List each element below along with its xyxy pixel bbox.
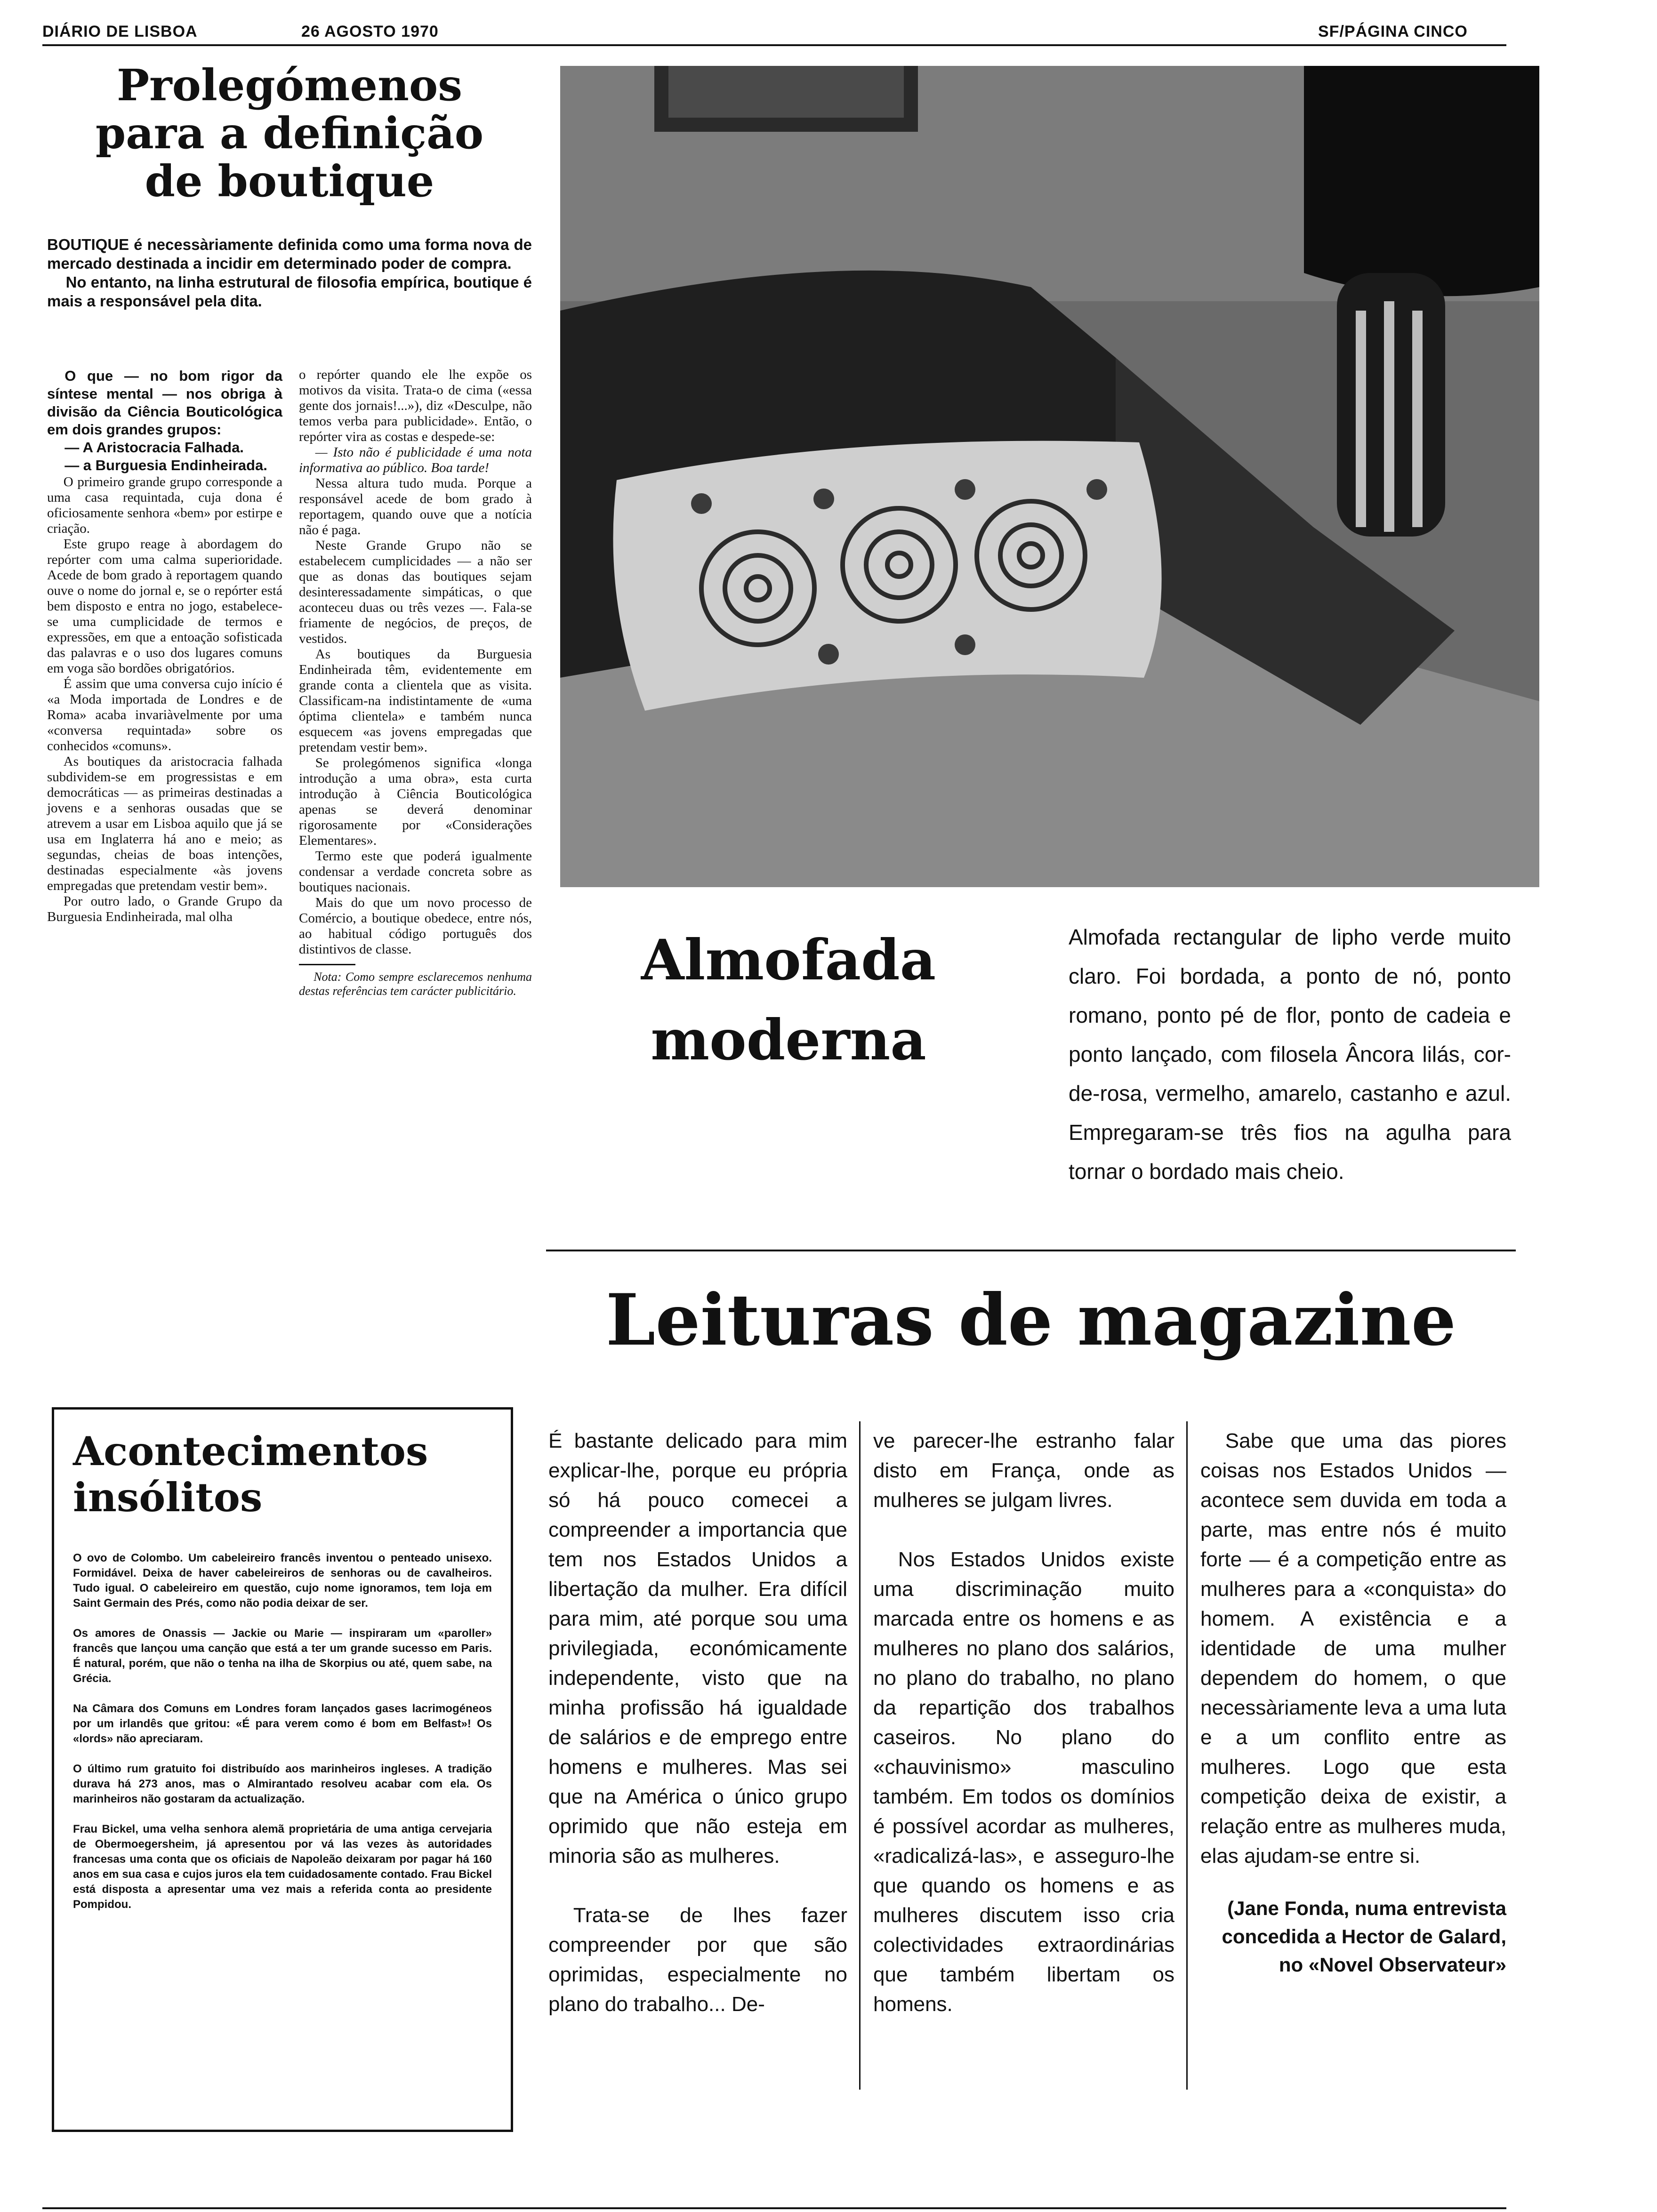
body-paragraph: O que — no bom rigor da síntese mental — nos obriga à divisão da Ciência Bouticológica em dois grandes grupos:	[47, 368, 282, 438]
news-item: Frau Bickel, uma velha senhora alemã proprietária de uma antiga cervejaria de Obermoegersheim, já apresentou por vá las vezes às autoridades francesas uma conta que os oficiais de Napoleão deixaram por pagar há 160 anos em sua casa e cujos juros ela tem cuidadosamente contado. Frau Bickel está disposta a apresentar uma vez mais a referida conta ao presidente Pompidou.	[73, 1823, 492, 1911]
interview-credit: (Jane Fonda, numa entrevista concedida a Hector de Galard, no «Novel Observateur»	[1222, 1897, 1506, 1976]
masthead-paper: DIÁRIO DE LISBOA	[42, 23, 198, 40]
body-paragraph: Por outro lado, o Grande Grupo da Burguesia Endinheirada, mal olha	[47, 894, 282, 924]
body-paragraph: Sabe que uma das piores coisas nos Estados Unidos — acontece sem duvida em toda a parte, mas entre nós é muito forte — é a competição entre as mulheres para a «conquista» do homem. A existência e a identidade de uma mulher dependem do homem, o que necessàriamente leva a uma luta e a um conflito entre as mulheres. Logo que esta competição deixa de existir, a relação entre as mulheres muda, elas ajudam-se entre si.	[1200, 1429, 1506, 1867]
masthead-page: SF/PÁGINA CINCO	[1318, 23, 1468, 40]
body-paragraph: Se prolegómenos significa «longa introdução a uma obra», esta curta introdução à Ciência Bouticológica apenas se deverá denominar rigorosamente por «Considerações Elementares».	[299, 755, 532, 848]
body-paragraph: — A Aristocracia Falhada.	[64, 439, 244, 456]
body-paragraph: É bastante delicado para mim explicar-lhe, porque eu própria só há pouco comecei a compreender a importancia que tem nos Estados Unidos a libertação da mulher. Era difícil para mim, até porque sou uma privilegiada, económicamente independente, visto que na minha profissão há igualdade de salários e de emprego entre homens e mulheres. Mas sei que na América o único grupo oprimido que não esteja em minoria são as mulheres.	[548, 1429, 847, 1867]
news-item: O último rum gratuito foi distribuído aos marinheiros ingleses. A tradição durava há 273 anos, mas o Almirantado resolveu acabar com ela. Os marinheiros não gostaram da actualização.	[73, 1763, 492, 1805]
body-paragraph: Mais do que um novo processo de Comércio, a boutique obedece, entre nós, ao habitual código português dos distintivos de classe.	[299, 895, 532, 957]
body-paragraph: ve parecer-lhe estranho falar disto em França, onde as mulheres se julgam livres.	[873, 1429, 1174, 1512]
body-paragraph: Nessa altura tudo muda. Porque a responsável acede de bom grado à reportagem, quando ouve que a notícia não é paga.	[299, 476, 532, 537]
body-paragraph: Este grupo reage à abordagem do repórter com uma calma superioridade. Acede de bom grado à reportagem quando ouve o nome do jornal e, se o repórter está bem disposto e entra no jogo, estabelece-se uma cumplicidade de termos e expressões, em que a entoação sofisticada das palavras e o uso dos lugares comuns em voga são bordões obrigatórios.	[47, 537, 282, 676]
almofada-description	[1069, 918, 1511, 1191]
title-line: Almofada	[641, 927, 936, 993]
body-paragraph: Trata-se de lhes fazer compreender por que são oprimidas, especialmente no plano do trabalho... De-	[548, 1904, 847, 2016]
acontecimentos-box	[52, 1407, 513, 2132]
title-line: Acontecimentos	[73, 1428, 428, 1475]
body-paragraph: Neste Grande Grupo não se estabelecem cumplicidades — a não ser que as donas das boutiques sejam desinteressadamente simpáticas, o que aconteceu duas ou três vezes —. Fala-se friamente de negócios, de preços, de vestidos.	[299, 538, 532, 646]
cushion-photo	[560, 66, 1539, 887]
almofada-title	[579, 920, 998, 1080]
body-paragraph: As boutiques da aristocracia falhada subdividem-se em progressistas e em democráticas — as primeiras destinadas a jovens e a senhoras ousadas que se atrevem a usar em Lisboa aquilo que já se usa em Inglaterra há ano e meio; as segundas, cheias de boas intenções, destinadas especialmente «às jovens empregadas que pretendam vestir bem».	[47, 754, 282, 893]
body-paragraph: — a Burguesia Endinheirada.	[64, 457, 267, 473]
body-paragraph: O primeiro grande grupo corresponde a uma casa requintada, cuja dona é oficiosamente senhora «bem» por estirpe e criação.	[47, 474, 282, 536]
lead-paragraph: BOUTIQUE é necessàriamente definida como uma forma nova de mercado destinada a incidir em determinado poder de compra.	[47, 236, 532, 272]
body-paragraph: — Isto não é publicidade é uma nota informativa ao público. Boa tarde!	[299, 445, 532, 475]
body-paragraph: Almofada rectangular de lipho verde muito claro. Foi bordada, a ponto de nó, ponto romano, ponto pé de flor, ponto de cadeia e ponto lançado, com filosela Âncora lilás, cor-de-rosa, vermelho, amarelo, castanho e azul. Empregaram-se três fios na agulha para tornar o bordado mais cheio.	[1069, 925, 1511, 1184]
leituras-title: Leituras de magazine	[605, 1279, 1456, 1362]
body-paragraph: Nos Estados Unidos existe uma discriminação muito marcada entre os homens e as mulheres no plano dos salários, no plano do trabalho, no plano da repartição dos trabalhos caseiros. No plano do «chauvinismo» masculino também. Em todos os domínios é possível acordar as mulheres, «radicalizá-las», e asseguro-lhe que quando os homens e as mulheres discutem isso cria colectividades extraordinárias que também libertam os homens.	[873, 1548, 1174, 2016]
article-column-1	[47, 367, 282, 925]
news-item: Na Câmara dos Comuns em Londres foram lançados gases lacrimogéneos por um irlandês que gritou: «É para verem como é bom em Belfast»! Os «lords» não apreciaram.	[73, 1702, 492, 1745]
body-paragraph: As boutiques da Burguesia Endinheirada têm, evidentemente em grande conta a clientela que as visita. Classificam-na indistintamente de «uma óptima clientela» e também nunca esquecem «as jovens empregadas que pretendam vestir bem».	[299, 647, 532, 755]
lead-paragraph: No entanto, na linha estrutural de filosofia empírica, boutique é mais a responsável pela dita.	[47, 273, 532, 310]
masthead-date: 26 AGOSTO 1970	[301, 23, 439, 40]
header-rule	[42, 44, 1506, 46]
leituras-column-2	[873, 1426, 1174, 2019]
title-line: de boutique	[145, 156, 434, 207]
page-bottom-rule	[42, 2207, 1506, 2209]
title-line: moderna	[651, 1007, 926, 1073]
body-paragraph: o repórter quando ele lhe expõe os motivos da visita. Trata-o de cima («essa gente dos jornais!...»), diz «Desculpe, não temos verba para publicidade». Então, o repórter vira as costas e despede-se:	[299, 367, 532, 444]
title-line: Prolegómenos	[116, 60, 463, 111]
body-paragraph: Termo este que poderá igualmente condensar a verdade concreta sobre as boutiques nacionais.	[299, 849, 532, 895]
body-paragraph: É assim que uma conversa cujo início é «a Moda importada de Londres e de Roma» acaba invariàvelmente por uma «conversa requintada» sobre os conhecidos «comuns».	[47, 676, 282, 753]
leituras-column-3	[1200, 1426, 1506, 1979]
title-line: insólitos	[73, 1474, 263, 1521]
article-title	[47, 61, 532, 205]
column-divider	[859, 1421, 861, 2090]
article-lead	[47, 235, 532, 311]
section-rule	[546, 1250, 1516, 1251]
column-divider	[1186, 1421, 1188, 2090]
box-title	[73, 1428, 487, 1521]
article-column-2	[299, 367, 532, 998]
leituras-column-1	[548, 1426, 847, 2019]
news-item: Os amores de Onassis — Jackie ou Marie — inspiraram um «paroller» francês que lançou uma canção que está a ter um grande sucesso em Paris. É natural, porém, que não o tenha na ilha de Skorpius ou até, quem sabe, na Grécia.	[73, 1627, 492, 1685]
cushion-photo-image	[560, 66, 1539, 887]
title-line: para a definição	[95, 108, 484, 159]
editor-note: Nota: Como sempre esclarecemos nenhuma destas referências tem carácter publicitário.	[299, 970, 532, 998]
note-divider	[299, 964, 355, 965]
news-item: O ovo de Colombo. Um cabeleireiro francês inventou o penteado unisexo. Formidável. Deixa de haver cabeleireiros de senhoras ou de cavalheiros. Tudo igual. O cabeleireiro em questão, cujo nome ignoramos, tem loja em Saint Germain des Prés, como não podia deixar de ser.	[73, 1552, 492, 1610]
box-items	[73, 1551, 492, 1912]
